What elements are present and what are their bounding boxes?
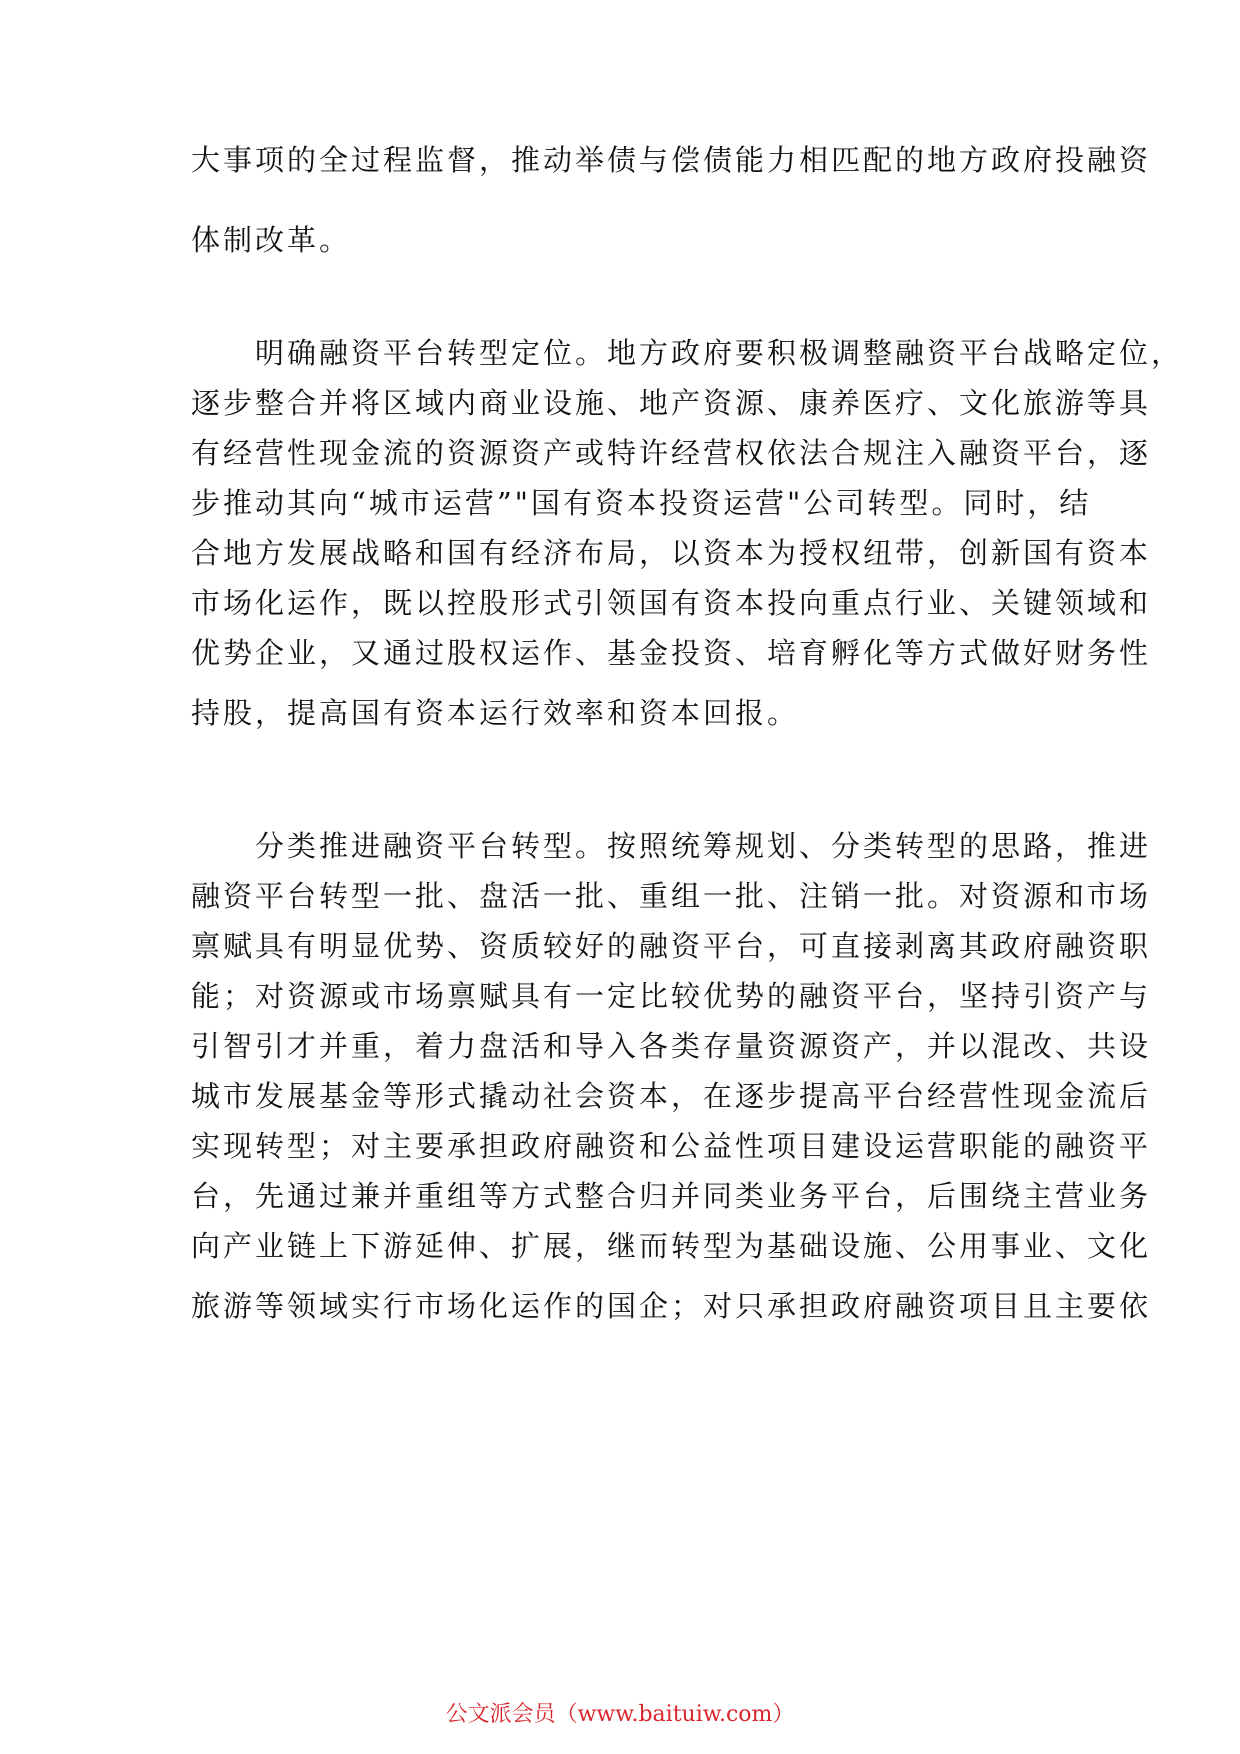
text-line: 实现转型；对主要承担政府融资和公益性项目建设运营职能的融资平 <box>191 1129 1152 1163</box>
text-line: 能；对资源或市场禀赋具有一定比较优势的融资平台，坚持引资产与 <box>191 979 1152 1013</box>
text-line: 大事项的全过程监督，推动举债与偿债能力相匹配的地方政府投融资 <box>191 143 1152 177</box>
text-line: 向产业链上下游延伸、扩展，继而转型为基础设施、公用事业、文化 <box>191 1229 1152 1263</box>
text-line: 城市发展基金等形式撬动社会资本，在逐步提高平台经营性现金流后 <box>191 1079 1152 1113</box>
text-line: 合地方发展战略和国有经济布局，以资本为授权纽带，创新国有资本 <box>191 536 1152 570</box>
text-line: 旅游等领域实行市场化运作的国企；对只承担政府融资项目且主要依 <box>191 1289 1152 1323</box>
text-line: 分类推进融资平台转型。按照统筹规划、分类转型的思路，推进 <box>191 829 1152 863</box>
text-line: 体制改革。 <box>191 223 352 257</box>
text-line: 引智引才并重，着力盘活和导入各类存量资源资产，并以混改、共设 <box>191 1029 1152 1063</box>
text-line: 步推动其向“城市运营”"国有资本投资运营"公司转型。同时，结 <box>191 486 1092 520</box>
text-line: 有经营性现金流的资源资产或特许经营权依法合规注入融资平台，逐 <box>191 436 1152 470</box>
text-line: 逐步整合并将区域内商业设施、地产资源、康养医疗、文化旅游等具 <box>191 386 1152 420</box>
text-line: 禀赋具有明显优势、资质较好的融资平台，可直接剥离其政府融资职 <box>191 929 1152 963</box>
text-line: 持股，提高国有资本运行效率和资本回报。 <box>191 696 800 730</box>
text-line: 明确融资平台转型定位。地方政府要积极调整融资平台战略定位， <box>191 336 1184 370</box>
text-line: 台，先通过兼并重组等方式整合归并同类业务平台，后围绕主营业务 <box>191 1179 1152 1213</box>
text-line: 市场化运作，既以控股形式引领国有资本投向重点行业、关键领域和 <box>191 586 1152 620</box>
text-line: 优势企业，又通过股权运作、基金投资、培育孵化等方式做好财务性 <box>191 636 1152 670</box>
footer-watermark: 公文派会员（www.baituiw.com） <box>445 1702 795 1727</box>
text-line: 融资平台转型一批、盘活一批、重组一批、注销一批。对资源和市场 <box>191 879 1152 913</box>
